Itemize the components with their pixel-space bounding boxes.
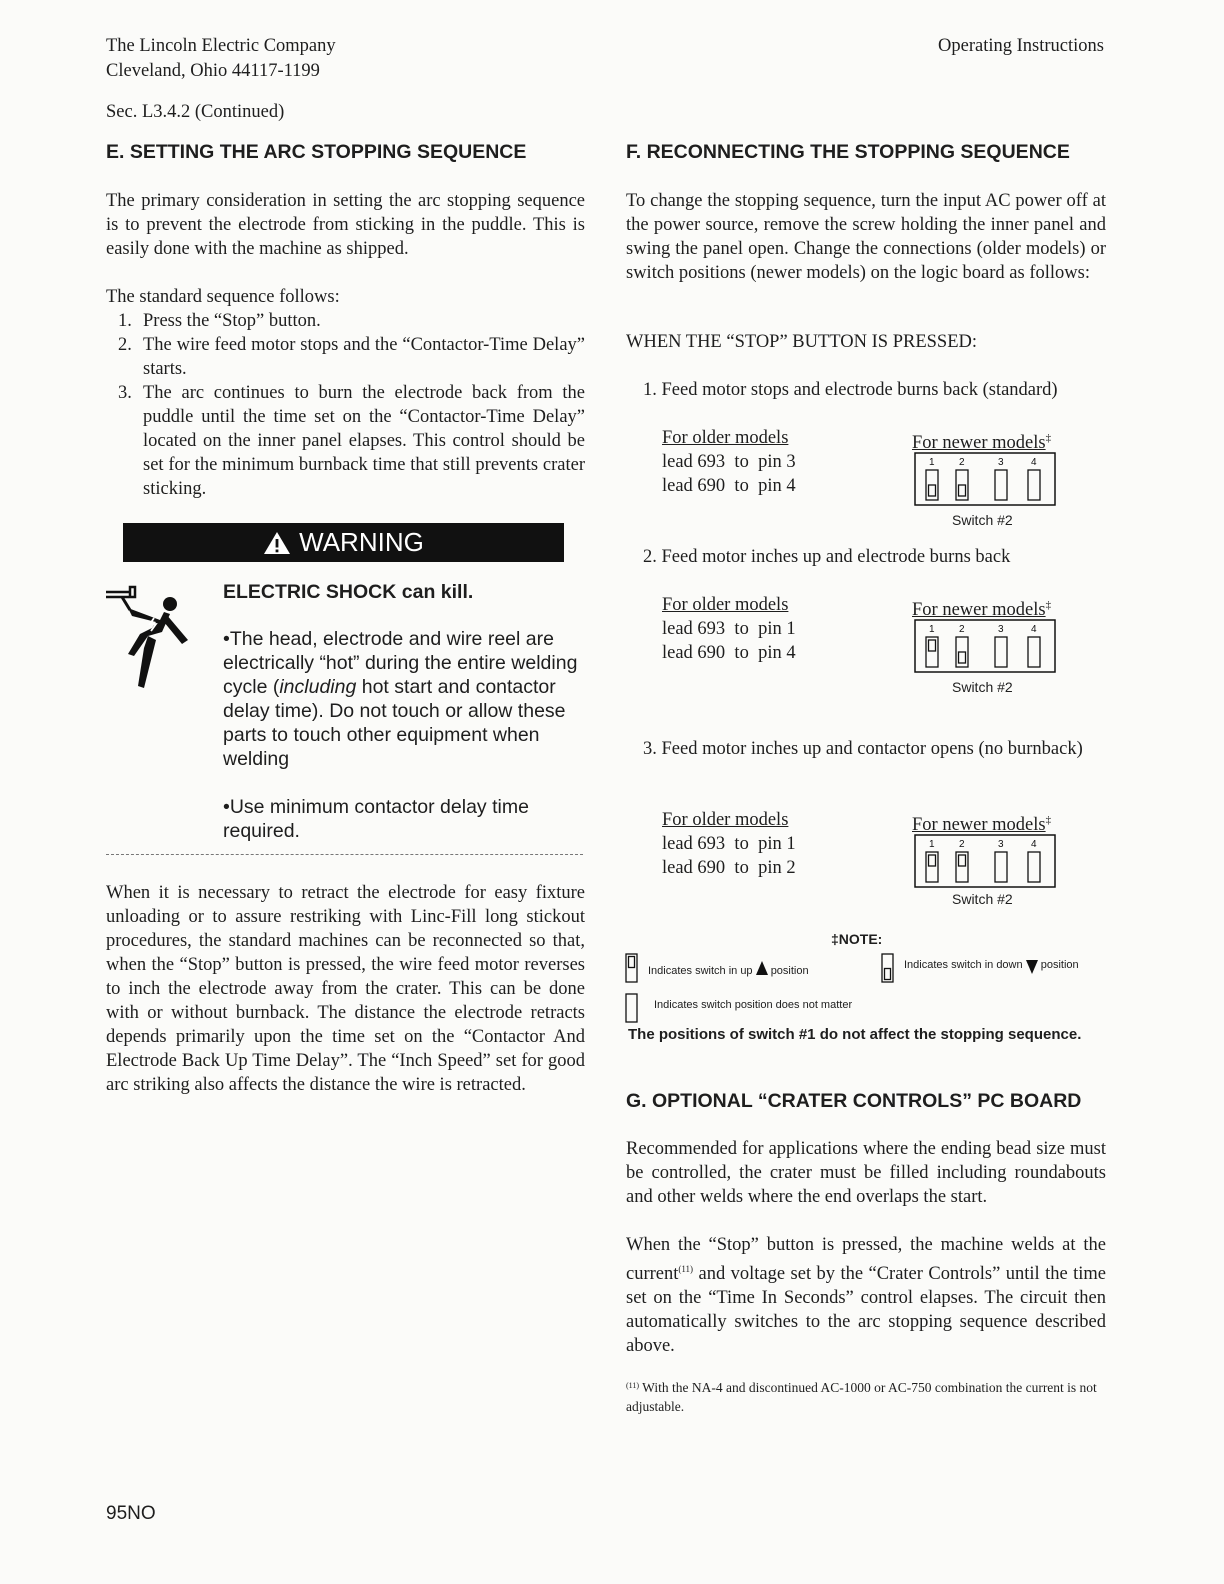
- switch-up-knob: [929, 855, 936, 866]
- switch-body: [1028, 852, 1040, 882]
- lead-line: lead 690 to pin 4: [662, 476, 796, 496]
- section-g-title: G. OPTIONAL “CRATER CONTROLS” PC BOARD: [626, 1090, 1082, 1112]
- shock-heading: ELECTRIC SHOCK can kill.: [223, 581, 474, 603]
- switch-body: [995, 852, 1007, 882]
- warning-bullet-1: •The head, electrode and wire reel are electrically “hot” during the entire welding cycle (including hot start and contactor delay time). Do not touch or allow these parts to touch other equipment when welding: [223, 628, 578, 770]
- list-item: 3. The arc continues to burn the electrode back from the puddle until the time set on the “Contactor-Time Delay” located on the inner panel elapses. This control should be set for the minimum burnback time that still prevents crater sticking.: [118, 383, 585, 499]
- electric-shock-icon: [104, 584, 194, 692]
- list-title: The standard sequence follows:: [106, 287, 340, 307]
- lead-line: lead 693 to pin 1: [662, 619, 796, 639]
- switch-body: [995, 637, 1007, 667]
- switch-number: 2: [959, 457, 965, 468]
- switch-up-knob: [929, 640, 936, 651]
- doc-type: Operating Instructions: [938, 36, 1104, 56]
- switch-any-symbol-icon: [624, 992, 640, 1026]
- option-3-newer-label: For newer models‡: [912, 814, 1052, 836]
- list-item: 1. Press the “Stop” button.: [118, 311, 321, 331]
- option-2-older: [662, 593, 796, 665]
- note-down: Indicates switch in down position: [904, 959, 1079, 974]
- switch-down-symbol-icon: [880, 952, 896, 986]
- lead-line: lead 690 to pin 2: [662, 858, 796, 878]
- warning-label: WARNING: [299, 527, 424, 557]
- lead-line: lead 693 to pin 3: [662, 452, 796, 472]
- switch-number: 1: [929, 839, 935, 850]
- option-1-older: [662, 426, 796, 498]
- switch-caption: Switch #2: [952, 512, 1013, 528]
- switch-1-positions: [926, 457, 1040, 500]
- switch-body: [956, 852, 968, 882]
- note-switch1: The positions of switch #1 do not affect the stopping sequence.: [628, 1026, 1082, 1043]
- company-name: The Lincoln Electric Company: [106, 36, 336, 56]
- option-1-newer-label: For newer models‡: [912, 432, 1052, 454]
- note-any: Indicates switch position does not matter: [654, 999, 853, 1011]
- section-g-p1: Recommended for applications where the ending bead size must be controlled, the crater must be filled including roundabouts and other welds where the end overlaps the start.: [626, 1139, 1106, 1207]
- option-1-title: 1. Feed motor stops and electrode burns back (standard): [643, 380, 1058, 400]
- option-3-older: [662, 808, 796, 880]
- switch-number: 4: [1031, 457, 1037, 468]
- note-title: ‡NOTE:: [831, 931, 883, 947]
- section-f-intro: To change the stopping sequence, turn the input AC power off at the power source, remove the screw holding the inner panel and swing the panel open. Change the connections (older models) or switch positions (newer models) on the logic board as follows:: [626, 191, 1106, 283]
- divider: [106, 854, 583, 855]
- switch-caption: Switch #2: [952, 891, 1013, 907]
- section-e-list: [106, 285, 585, 501]
- section-f-title: F. RECONNECTING THE STOPPING SEQUENCE: [626, 141, 1070, 163]
- switch-body: [995, 470, 1007, 500]
- company-header: [106, 34, 336, 84]
- retract-paragraph: When it is necessary to retract the electrode for easy fixture unloading or to assure restriking with Linc-Fill long stickout procedures, the standard machines can be reconnected so that, when the “Stop” button is pressed, the wire feed motor reverses to inch the electrode away from the crater. This can be done with or without burnback. The distance the electrode retracts depends primarily upon the time set on the “Contactor And Electrode Back Up Time Delay”. The “Inch Speed” set for good arc striking also affects the distance the wire is retracted.: [106, 883, 585, 1095]
- switch-number: 2: [959, 624, 965, 635]
- switch-number: 4: [1031, 839, 1037, 850]
- switch-caption: Switch #2: [952, 679, 1013, 695]
- switch-number: 3: [998, 839, 1004, 850]
- switch-body: [1028, 470, 1040, 500]
- switch-down-knob: [929, 485, 936, 496]
- switch-number: 4: [1031, 624, 1037, 635]
- switch-down-knob: [959, 652, 966, 663]
- footnote: $^{(11)}$ With the NA-4 and discontinued AC-1000 or AC-750 combination the current is not adjustable.: [626, 1380, 1097, 1414]
- option-2-newer-label: For newer models‡: [912, 599, 1052, 621]
- lead-line: lead 690 to pin 4: [662, 643, 796, 663]
- switch-number: 1: [929, 624, 935, 635]
- down-arrow-icon: [1026, 960, 1038, 974]
- warning-triangle-icon: [263, 531, 291, 555]
- switch-body: [926, 852, 938, 882]
- section-e-title: E. SETTING THE ARC STOPPING SEQUENCE: [106, 141, 527, 163]
- section-ref: Sec. L3.4.2 (Continued): [106, 102, 285, 122]
- company-city: Cleveland, Ohio 44117-1199: [106, 61, 320, 81]
- option-3-title: 3. Feed motor inches up and contactor opens (no burnback): [643, 739, 1083, 759]
- older-models-label: For older models: [662, 428, 789, 448]
- note-up: Indicates switch in up position: [648, 961, 809, 977]
- switch-up-knob: [959, 855, 966, 866]
- warning-bullet-2: •Use minimum contactor delay time required.: [223, 796, 529, 842]
- lead-line: lead 693 to pin 1: [662, 834, 796, 854]
- switch-diagram-3: [914, 834, 1056, 890]
- sequence-steps: [106, 309, 585, 501]
- switch-number: 1: [929, 457, 935, 468]
- switch-diagram-1: [914, 452, 1056, 508]
- stop-pressed-heading: WHEN THE “STOP” BUTTON IS PRESSED:: [626, 332, 978, 352]
- list-item: 2. The wire feed motor stops and the “Contactor-Time Delay” starts.: [118, 335, 585, 379]
- warning-banner: [123, 523, 564, 562]
- section-g-p2: When the “Stop” button is pressed, the machine welds at the current$^{(11)}$ and voltage set by the “Crater Controls” until the time set on the “Time In Seconds” control elapses. The circuit then automatically switches to the arc stopping sequence described above.: [626, 1235, 1106, 1357]
- switch-up-symbol-icon: [624, 952, 640, 986]
- switch-body: [926, 637, 938, 667]
- older-models-label: For older models: [662, 810, 789, 830]
- switch-number: 2: [959, 839, 965, 850]
- switch-diagram-2: [914, 619, 1056, 675]
- section-e-intro: The primary consideration in setting the arc stopping sequence is to prevent the electrode from sticking in the puddle. This is easily done with the machine as shipped.: [106, 191, 585, 259]
- up-arrow-icon: [756, 961, 768, 975]
- switch-3-positions: [926, 839, 1040, 882]
- switch-number: 3: [998, 457, 1004, 468]
- option-2-title: 2. Feed motor inches up and electrode burns back: [643, 547, 1011, 567]
- page-code: 95NO: [106, 1503, 156, 1524]
- switch-number: 3: [998, 624, 1004, 635]
- switch-body: [1028, 637, 1040, 667]
- switch-down-knob: [959, 485, 966, 496]
- switch-2-positions: [926, 624, 1040, 667]
- older-models-label: For older models: [662, 595, 789, 615]
